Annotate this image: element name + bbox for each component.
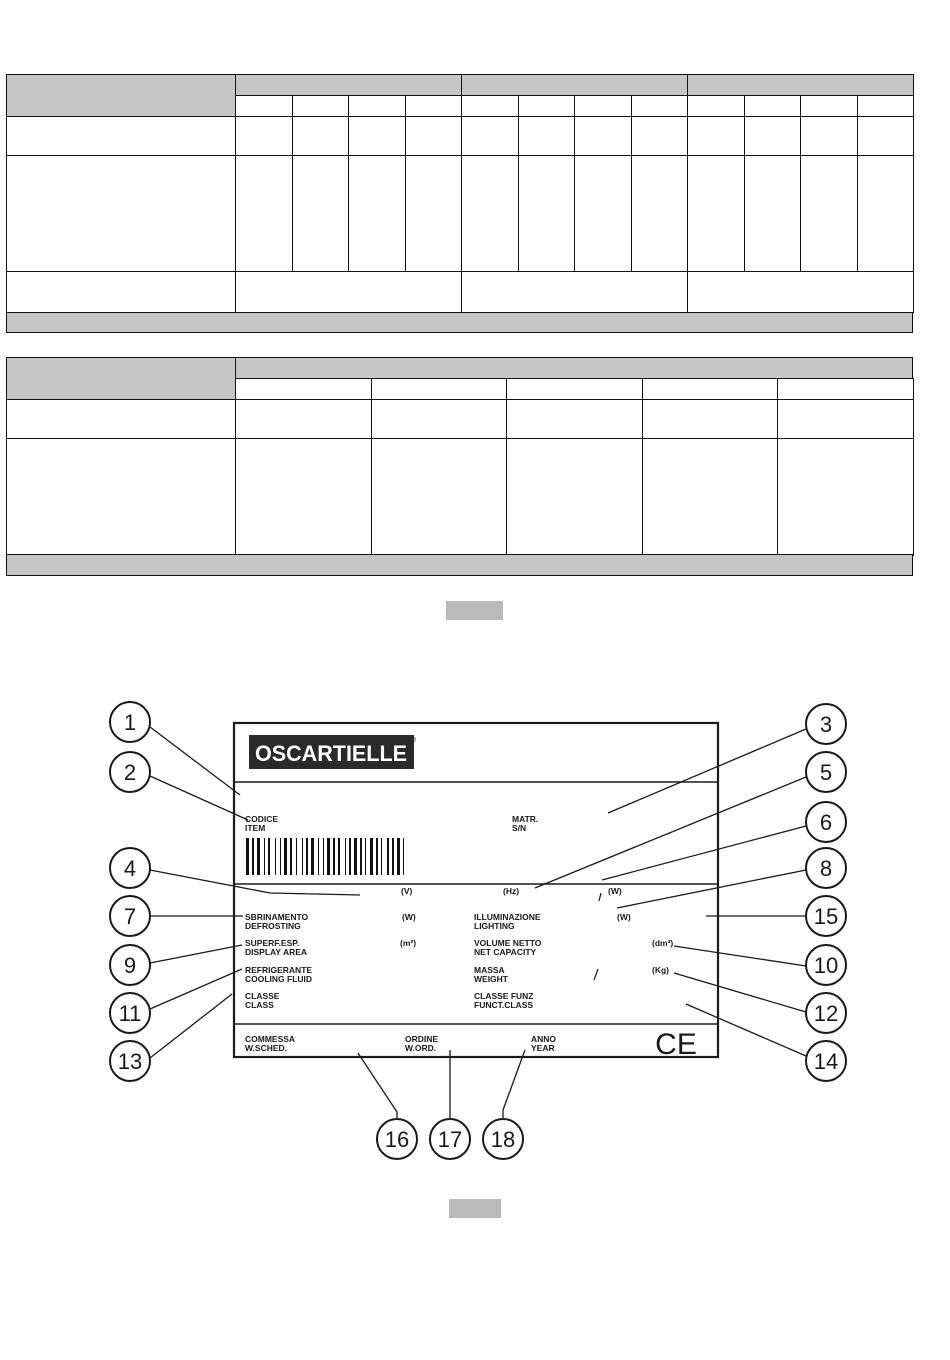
callout-number: 12 [813, 1001, 839, 1026]
barcode-bar [290, 838, 292, 875]
label-w-ord: W.ORD. [405, 1043, 437, 1053]
barcode-bar [376, 838, 378, 875]
barcode-bar [333, 838, 335, 875]
unit-watt-power: (W) [608, 886, 622, 896]
callout-2 [110, 752, 150, 792]
label-massa: MASSA [474, 965, 505, 975]
barcode-bar [296, 838, 297, 875]
label-item: ITEM [245, 823, 266, 833]
callout-8 [806, 848, 846, 888]
barcode-bar [349, 838, 351, 875]
callout-18 [483, 1119, 523, 1159]
callout-10 [806, 945, 846, 985]
callout-16 [377, 1119, 417, 1159]
callout-number: 9 [123, 953, 137, 978]
callout-number: 2 [123, 760, 137, 785]
callout-number: 15 [813, 904, 839, 929]
barcode-bar [370, 838, 373, 875]
leader-line-11 [150, 969, 242, 1009]
barcode-bar [392, 838, 394, 875]
barcode-bar [246, 838, 249, 875]
barcode-bar [306, 838, 308, 875]
label-illuminazione: ILLUMINAZIONE [474, 912, 541, 922]
barcode-bar [354, 838, 357, 875]
barcode-bar [268, 838, 270, 875]
unit-watt-light: (W) [617, 912, 631, 922]
callout-number: 18 [490, 1127, 516, 1152]
label-anno: ANNO [531, 1034, 557, 1044]
callout-number: 11 [118, 1001, 142, 1026]
callout-3 [806, 704, 846, 744]
label-classe: CLASSE [245, 991, 280, 1001]
barcode-bar [323, 838, 324, 875]
label-class: CLASS [245, 1000, 274, 1010]
label-classe-funz: CLASSE FUNZ [474, 991, 534, 1001]
callout-1 [110, 702, 150, 742]
label-weight: WEIGHT [474, 974, 508, 984]
callout-number: 5 [819, 760, 833, 785]
callout-11 [110, 993, 150, 1033]
barcode-bar [403, 838, 404, 875]
barcode-bar [365, 838, 366, 875]
label-volume-netto: VOLUME NETTO [474, 938, 542, 948]
callout-number: 14 [813, 1049, 839, 1074]
callout-number: 4 [123, 856, 137, 881]
barcode-bar [327, 838, 330, 875]
callout-9 [110, 945, 150, 985]
callout-number: 16 [384, 1127, 410, 1152]
label-codice: CODICE [245, 814, 279, 824]
barcode-bar [360, 838, 362, 875]
barcode-bar [397, 838, 400, 875]
label-year: YEAR [531, 1043, 555, 1053]
callout-5 [806, 752, 846, 792]
barcode-bar [275, 838, 276, 875]
callout-7 [110, 896, 150, 936]
label-sbrinamento: SBRINAMENTO [245, 912, 309, 922]
label-funct-class: FUNCT.CLASS [474, 1000, 534, 1010]
callout-number: 7 [123, 904, 137, 929]
callout-number: 10 [813, 953, 839, 978]
callout-6 [806, 802, 846, 842]
barcode-bar [264, 838, 265, 875]
callout-4 [110, 848, 150, 888]
unit-hertz: (Hz) [503, 886, 520, 896]
callout-15 [806, 896, 846, 936]
leader-line-1 [150, 727, 240, 795]
label-commessa: COMMESSA [245, 1034, 296, 1044]
label-net-capacity: NET CAPACITY [474, 947, 537, 957]
brand-logo-text: OSCARTIELLE [255, 741, 407, 766]
unit-cubic-decimetre: (dm³) [652, 938, 674, 948]
barcode-bar [338, 838, 340, 875]
leader-line-16 [358, 1053, 397, 1118]
barcode-bar [381, 838, 382, 875]
callout-number: 8 [819, 856, 833, 881]
callout-17 [430, 1119, 470, 1159]
barcode-bar [257, 838, 260, 875]
barcode-bar [302, 838, 303, 875]
barcode-bar [387, 838, 389, 875]
label-display-area: DISPLAY AREA [245, 947, 308, 957]
callout-13 [110, 1041, 150, 1081]
barcode-bar [311, 838, 314, 875]
label-defrosting: DEFROSTING [245, 921, 301, 931]
callout-number: 17 [437, 1127, 463, 1152]
barcode-bar [318, 838, 319, 875]
callout-number: 13 [117, 1049, 143, 1074]
label-superf-esp: SUPERF.ESP. [245, 938, 300, 948]
label-sn: S/N [512, 823, 527, 833]
unit-kilogram: (Kg) [652, 965, 669, 975]
ce-mark-icon: CE [655, 1028, 697, 1061]
brand-registered-mark: ® [411, 737, 417, 744]
label-w-sched: W.SCHED. [245, 1043, 288, 1053]
label-lighting: LIGHTING [474, 921, 515, 931]
callout-number: 1 [123, 710, 137, 735]
label-refrigerante: REFRIGERANTE [245, 965, 313, 975]
unit-volt: (V) [401, 886, 413, 896]
callout-12 [806, 993, 846, 1033]
barcode-bar [280, 838, 281, 875]
leader-line-9 [150, 945, 242, 963]
unit-square-metre: (m²) [400, 938, 417, 948]
label-ordine: ORDINE [405, 1034, 439, 1044]
barcode-bar [345, 838, 346, 875]
callout-number: 3 [819, 712, 833, 737]
callout-14 [806, 1041, 846, 1081]
barcode-bar [284, 838, 287, 875]
barcode-bar [252, 838, 254, 875]
unit-watt-defrost: (W) [402, 912, 416, 922]
label-cooling-fluid: COOLING FLUID [245, 974, 313, 984]
label-matr: MATR. [512, 814, 539, 824]
callout-number: 6 [819, 810, 833, 835]
leader-line-18 [503, 1050, 525, 1118]
